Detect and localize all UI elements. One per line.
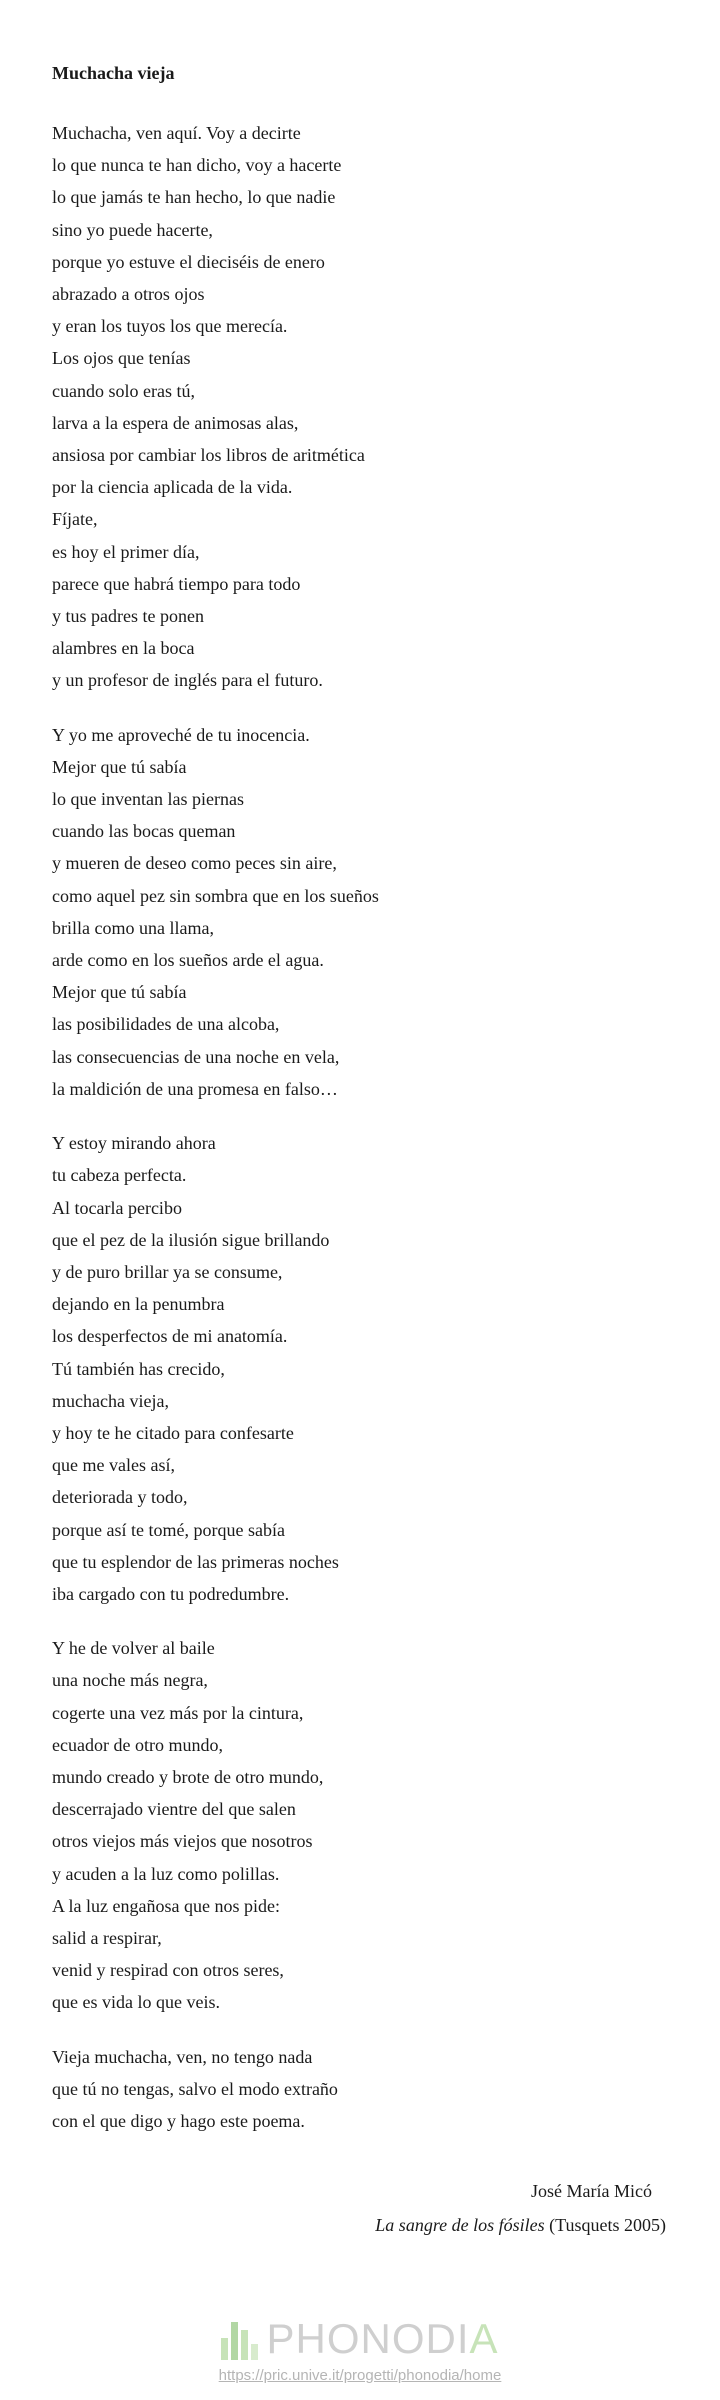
poem-line: otros viejos más viejos que nosotros bbox=[52, 1831, 313, 1852]
poem-line: que es vida lo que veis. bbox=[52, 1992, 220, 2013]
poem-line: Mejor que tú sabía bbox=[52, 756, 187, 777]
poem-line: sino yo puede hacerte, bbox=[52, 219, 213, 240]
poem-line: Los ojos que tenías bbox=[52, 348, 191, 369]
poem-line: y acuden a la luz como polillas. bbox=[52, 1863, 280, 1884]
poem-line: los desperfectos de mi anatomía. bbox=[52, 1326, 288, 1347]
poem-line: lo que jamás te han hecho, lo que nadie bbox=[52, 187, 336, 208]
poem-line: Fíjate, bbox=[52, 509, 98, 530]
poem-line: por la ciencia aplicada de la vida. bbox=[52, 477, 293, 498]
poem-line: que el pez de la ilusión sigue brillando bbox=[52, 1229, 330, 1250]
stanza bbox=[52, 719, 672, 1105]
poem-line: Tú también has crecido, bbox=[52, 1358, 225, 1379]
logo-text-main: PHONODI bbox=[266, 2315, 470, 2362]
poem-line: porque así te tomé, porque sabía bbox=[52, 1519, 285, 1540]
poem-line: dejando en la penumbra bbox=[52, 1294, 225, 1315]
phonodia-logo bbox=[221, 2315, 499, 2362]
poem-line: que me vales así, bbox=[52, 1455, 175, 1476]
poem-line: abrazado a otros ojos bbox=[52, 284, 205, 305]
poem-line: que tu esplendor de las primeras noches bbox=[52, 1551, 339, 1572]
publisher-info: (Tusquets 2005) bbox=[544, 2215, 666, 2235]
poem-line: cuando las bocas queman bbox=[52, 821, 236, 842]
poem-line: descerrajado vientre del que salen bbox=[52, 1799, 296, 1820]
poem-line: tu cabeza perfecta. bbox=[52, 1165, 187, 1186]
poem-line: una noche más negra, bbox=[52, 1670, 208, 1691]
poem-line: Vieja muchacha, ven, no tengo nada bbox=[52, 2046, 313, 2067]
poem-line: muchacha vieja, bbox=[52, 1390, 169, 1411]
poem-line: parece que habrá tiempo para todo bbox=[52, 573, 301, 594]
poem-line: ecuador de otro mundo, bbox=[52, 1734, 223, 1755]
poem-line: y mueren de deseo como peces sin aire, bbox=[52, 853, 337, 874]
poem-body bbox=[52, 117, 672, 2159]
poem-line: con el que digo y hago este poema. bbox=[52, 2110, 305, 2131]
poem-line: larva a la espera de animosas alas, bbox=[52, 412, 299, 433]
poem-line: venid y respirad con otros seres, bbox=[52, 1960, 284, 1981]
poem-line: salid a respirar, bbox=[52, 1927, 162, 1948]
poem-line: cuando solo eras tú, bbox=[52, 380, 195, 401]
poem-line: y tus padres te ponen bbox=[52, 606, 204, 627]
poem-line: cogerte una vez más por la cintura, bbox=[52, 1702, 304, 1723]
stanza bbox=[52, 1127, 672, 1610]
poem-line: iba cargado con tu podredumbre. bbox=[52, 1583, 290, 1604]
poem-line: la maldición de una promesa en falso… bbox=[52, 1078, 338, 1099]
poem-line: las consecuencias de una noche en vela, bbox=[52, 1046, 340, 1067]
footer bbox=[0, 2315, 720, 2384]
poem-line: Al tocarla percibo bbox=[52, 1197, 182, 1218]
stanza bbox=[52, 117, 672, 697]
stanza bbox=[52, 1632, 672, 2018]
poem-line: Muchacha, ven aquí. Voy a decirte bbox=[52, 123, 301, 143]
poem-line: y eran los tuyos los que merecía. bbox=[52, 316, 288, 337]
stanza bbox=[52, 2041, 672, 2138]
poem-line: A la luz engañosa que nos pide: bbox=[52, 1895, 280, 1916]
poem-line: Y estoy mirando ahora bbox=[52, 1133, 216, 1154]
bar-chart-icon bbox=[221, 2320, 258, 2360]
poem-title: Muchacha vieja bbox=[52, 63, 175, 83]
poem-line: que tú no tengas, salvo el modo extraño bbox=[52, 2078, 338, 2099]
poem-line: y de puro brillar ya se consume, bbox=[52, 1261, 283, 1282]
poem-line: las posibilidades de una alcoba, bbox=[52, 1014, 280, 1035]
poem-line: es hoy el primer día, bbox=[52, 541, 200, 562]
book-title: La sangre de los fósiles bbox=[375, 2215, 545, 2235]
poem-line: y hoy te he citado para confesarte bbox=[52, 1422, 294, 1443]
poem-line: brilla como una llama, bbox=[52, 917, 214, 938]
poem-line: mundo creado y brote de otro mundo, bbox=[52, 1766, 324, 1787]
footer-link[interactable]: https://pric.unive.it/progetti/phonodia/home bbox=[218, 2367, 502, 2384]
logo-text-accent: A bbox=[469, 2315, 499, 2362]
poem-line: lo que inventan las piernas bbox=[52, 789, 244, 810]
poem-line: porque yo estuve el dieciséis de enero bbox=[52, 251, 325, 272]
poem-line: Mejor que tú sabía bbox=[52, 982, 187, 1003]
poem-line: como aquel pez sin sombra que en los sueños bbox=[52, 885, 379, 906]
poem-line: lo que nunca te han dicho, voy a hacerte bbox=[52, 155, 342, 176]
poem-line: deteriorada y todo, bbox=[52, 1487, 188, 1508]
poem-line: y un profesor de inglés para el futuro. bbox=[52, 670, 323, 691]
attribution bbox=[375, 2174, 666, 2242]
source-line bbox=[375, 2215, 666, 2235]
author-name: José María Micó bbox=[531, 2181, 652, 2201]
poem-line: ansiosa por cambiar los libros de aritmética bbox=[52, 445, 365, 466]
poem-line: alambres en la boca bbox=[52, 638, 195, 659]
poem-line: Y yo me aproveché de tu inocencia. bbox=[52, 724, 310, 745]
poem-line: Y he de volver al baile bbox=[52, 1638, 215, 1659]
poem-line: arde como en los sueños arde el agua. bbox=[52, 950, 324, 971]
logo-text bbox=[266, 2315, 499, 2362]
